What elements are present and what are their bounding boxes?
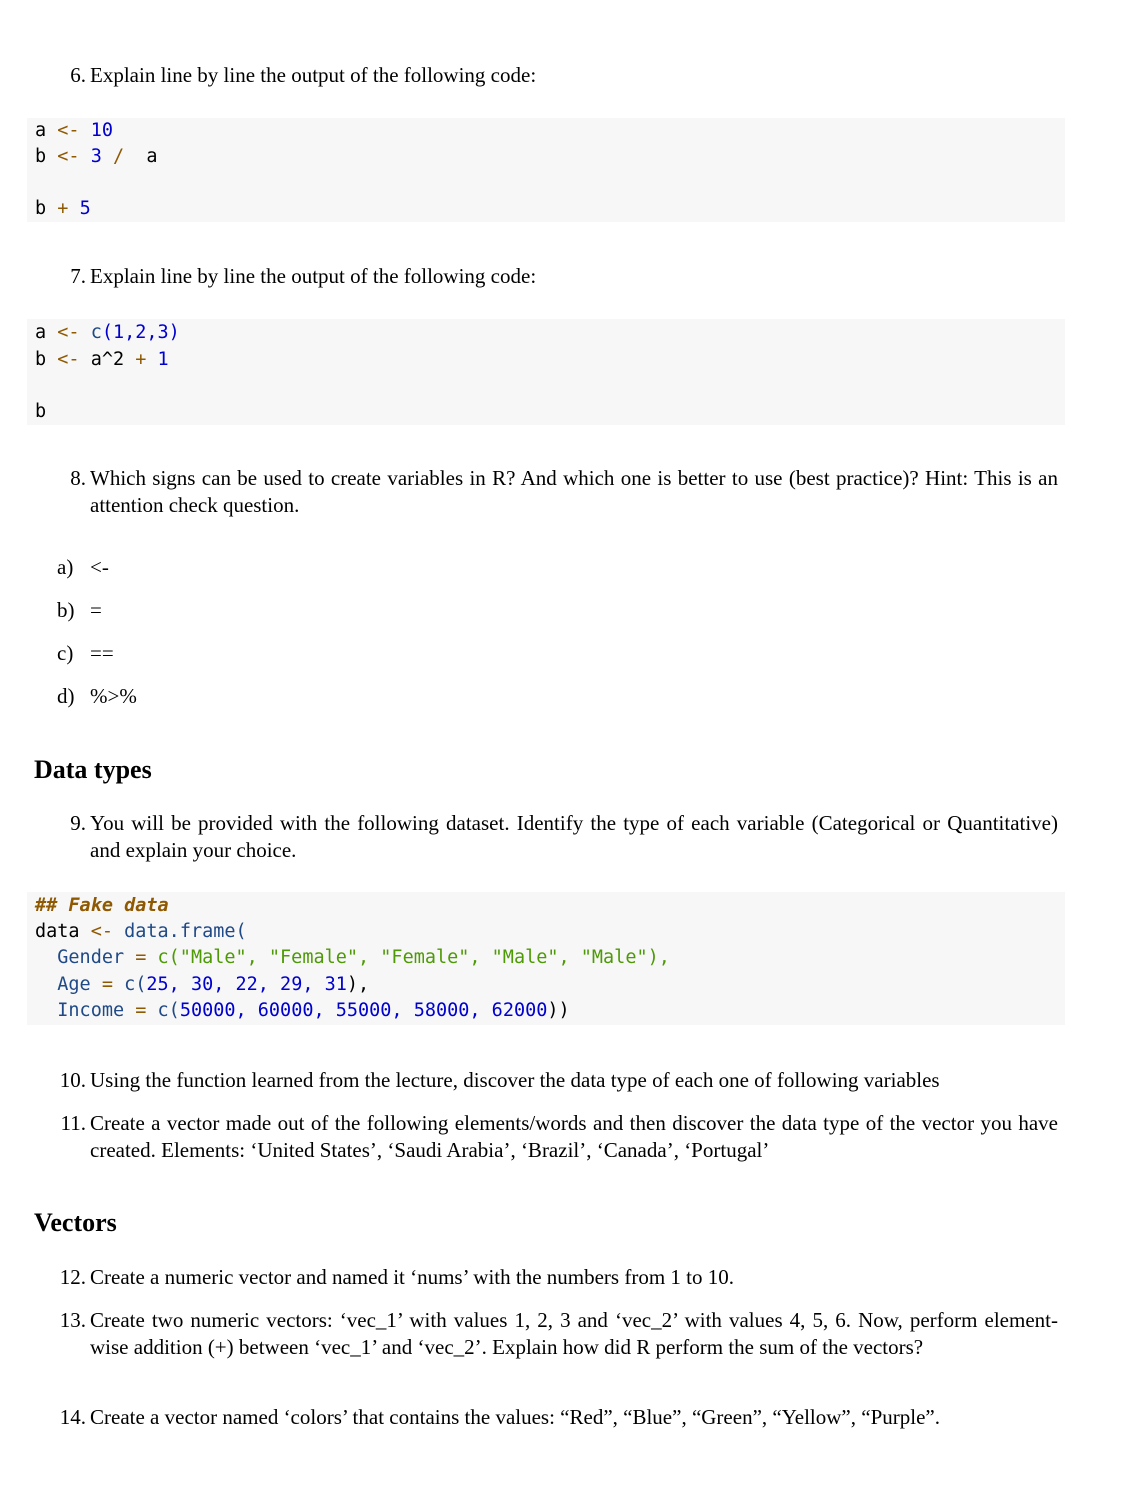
question-text: Create a vector made out of the following elements/words and then discover the data type of the vector you have created. Elements: ‘United States’, ‘Saudi Arabia’, ‘Brazil’, ‘Canada’, ‘Portugal’ [90,1111,1058,1162]
question-number: 10. [59,1068,86,1092]
option-b: b) = [57,598,102,622]
question-text: Create a vector named ‘colors’ that contains the values: “Red”, “Blue”, “Green”, “Yellow”, “Purple”. [90,1405,940,1429]
code-block-q7 [27,319,1065,425]
code-line: b <- a^2 + 1 [35,349,169,370]
question-number: 6. [70,63,86,87]
question-number: 9. [70,811,86,835]
question-text: Which signs can be used to create variables in R? And which one is better to use (best practice)? Hint: This is an attention check question. [90,466,1058,517]
code-line: Gender = c("Male", "Female", "Female", "Male", "Male"), [57,947,670,968]
question-text: Using the function learned from the lecture, discover the data type of each one of following variables [90,1068,940,1092]
question-text: Create two numeric vectors: ‘vec_1’ with values 1, 2, 3 and ‘vec_2’ with values 4, 5, 6. Now, perform element-wise addition (+) between ‘vec_1’ and ‘vec_2’. Explain how did R perform the sum of the vectors? [90,1308,1058,1359]
code-block-q9 [27,892,1065,1025]
code-line: a <- 10 [35,120,113,141]
option-a: a) <- [57,555,109,579]
section-heading-data-types: Data types [34,755,152,784]
code-line: data <- data.frame( [35,921,247,942]
question-number: 7. [70,264,86,288]
option-c: c) == [57,641,114,665]
code-comment: ## Fake data [35,895,169,916]
section-heading-vectors: Vectors [34,1208,117,1237]
code-line: b <- 3 / a [35,146,158,167]
question-text: You will be provided with the following dataset. Identify the type of each variable (Categorical or Quantitative) and explain your choice. [90,811,1058,862]
option-d: d) %>% [57,684,137,708]
question-text: Create a numeric vector and named it ‘nums’ with the numbers from 1 to 10. [90,1265,735,1289]
question-number: 13. [59,1308,86,1332]
question-number: 11. [60,1111,86,1135]
code-line: Income = c(50000, 60000, 55000, 58000, 62000)) [57,1000,570,1021]
question-number: 14. [59,1405,86,1429]
code-line: b [35,401,47,422]
code-line: b + 5 [35,198,91,219]
code-line: Age = c(25, 30, 22, 29, 31), [57,974,370,995]
code-block-q6 [27,118,1065,222]
question-number: 8. [70,466,86,490]
question-text: Explain line by line the output of the following code: [90,264,537,288]
code-line: a <- c(1,2,3) [35,322,180,343]
question-text: Explain line by line the output of the following code: [90,63,537,87]
question-number: 12. [59,1265,86,1289]
